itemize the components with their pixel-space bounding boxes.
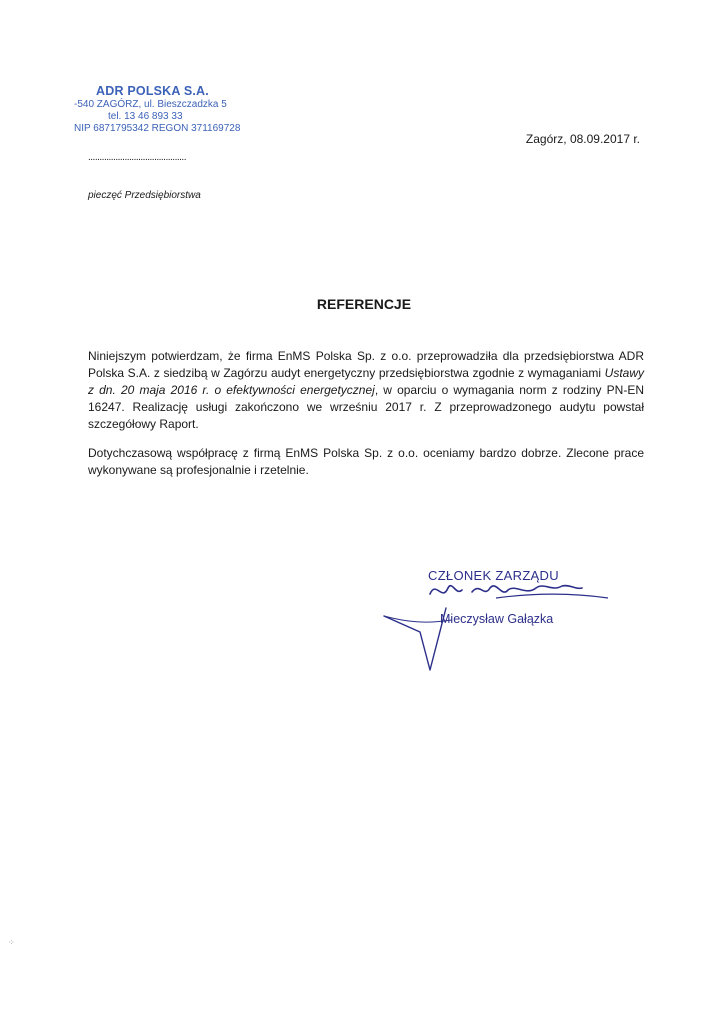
paragraph-1 xyxy=(88,348,644,433)
scan-speck: ⁘ xyxy=(8,938,15,947)
document-title: REFERENCJE xyxy=(316,296,412,312)
stamp-address: -540 ZAGÓRZ, ul. Bieszczadzka 5 xyxy=(74,99,227,110)
stamp-ids: NIP 6871795342 REGON 371169728 xyxy=(74,123,241,134)
signature-name: Mieczysław Gałązka xyxy=(440,612,554,626)
paragraph-2: Dotychczasową współpracę z firmą EnMS Polska Sp. z o.o. oceniamy bardzo dobrze. Zlecone prace wykonywane są profesjonalnie i rzetelnie. xyxy=(88,446,644,477)
paragraph-1-law-title: Ustawy z dn. 20 maja 2016 r. o efektywności energetycznej xyxy=(88,366,644,397)
signature-block xyxy=(376,562,616,682)
letter-date: Zagórz, 08.09.2017 r. xyxy=(525,132,640,146)
seal-dotted-line: ........................................... xyxy=(88,152,186,163)
company-stamp xyxy=(74,84,240,134)
paragraph-1-text-a: Niniejszym potwierdzam, że firma EnMS Polska Sp. z o.o. przeprowadziła dla przedsiębiorstwa ADR Polska S.A. z siedzibą w Zagórzu audyt energetyczny przedsiębiorstwa zgodnie z wymaganiami xyxy=(88,349,644,380)
paragraph-1-text-b: , w oparciu o wymagania norm z rodziny PN-EN 16247. Realizację usługi zakończono we wrześniu 2017 r. Z przeprowadzonego audytu powstał szczegółowy Raport. xyxy=(88,383,645,431)
stamp-company-name: ADR POLSKA S.A. xyxy=(96,84,209,98)
signature-role: CZŁONEK ZARZĄDU xyxy=(428,568,559,583)
stamp-phone: tel. 13 46 893 33 xyxy=(108,111,183,122)
seal-caption: pieczęć Przedsiębiorstwa xyxy=(88,190,201,201)
letter-body xyxy=(88,348,644,491)
